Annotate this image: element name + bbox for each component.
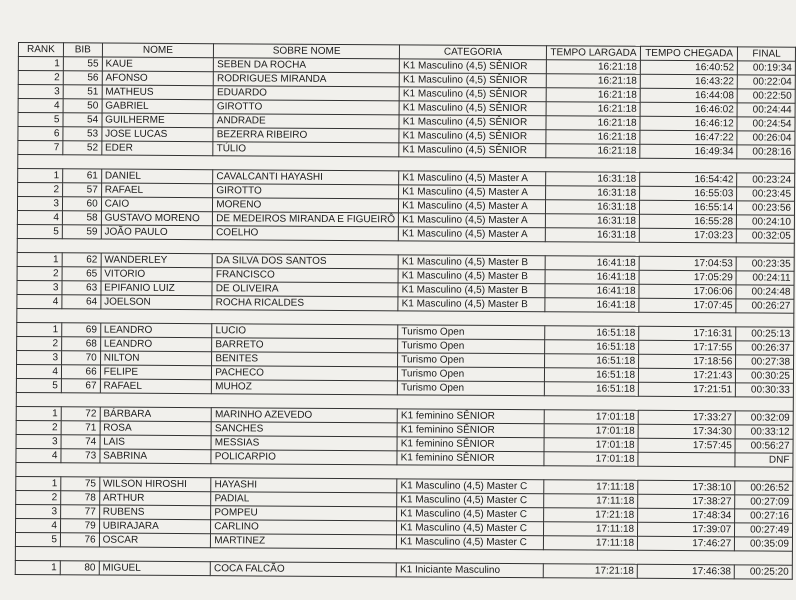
final-time-cell: DNF	[735, 453, 793, 467]
first-name-cell: UBIRAJARA	[99, 519, 211, 534]
category-cell: K1 Masculino (4,5) Master A	[399, 213, 546, 228]
start-time-cell: 16:31:18	[545, 228, 639, 243]
finish-time-cell: 16:40:52	[640, 60, 737, 75]
start-time-cell: 16:21:18	[546, 102, 640, 117]
rank-cell: 3	[18, 85, 63, 99]
finish-time-cell: 17:34:30	[638, 424, 735, 439]
start-time-cell: 16:41:18	[545, 270, 639, 285]
rank-cell: 1	[16, 406, 61, 420]
start-time-cell: 16:21:18	[546, 116, 640, 131]
category-cell: Turismo Open	[398, 353, 545, 368]
category-cell: K1 Masculino (4,5) SÊNIOR	[399, 115, 546, 130]
start-time-cell: 17:11:18	[543, 536, 637, 551]
first-name-cell: LAIS	[100, 435, 212, 450]
col-header-tempo-largada: TEMPO LARGADA	[546, 46, 640, 61]
first-name-cell: WILSON HIROSHI	[99, 477, 211, 492]
first-name-cell: LEANDRO	[100, 323, 212, 338]
surname-cell: MARTINEZ	[211, 534, 397, 549]
rank-cell: 4	[16, 364, 61, 378]
rank-cell: 2	[17, 336, 62, 350]
finish-time-cell: 17:48:34	[638, 508, 735, 523]
first-name-cell: EPIFANIO LUIZ	[101, 281, 213, 296]
bib-cell: 73	[61, 449, 100, 463]
start-time-cell: 17:01:18	[544, 424, 638, 439]
surname-cell: GIROTTO	[213, 184, 399, 199]
first-name-cell: LEANDRO	[100, 337, 212, 352]
finish-time-cell: 17:21:43	[639, 368, 736, 383]
first-name-cell: FELIPE	[100, 365, 212, 380]
final-time-cell: 00:27:16	[735, 509, 793, 523]
rank-cell: 5	[17, 224, 62, 238]
finish-time-cell: 17:18:56	[639, 354, 736, 369]
category-cell: Turismo Open	[398, 325, 545, 340]
first-name-cell: WANDERLEY	[101, 253, 213, 268]
surname-cell: CARLINO	[211, 520, 397, 535]
final-time-cell: 00:30:25	[736, 369, 794, 383]
final-time-cell: 00:27:49	[735, 523, 793, 537]
start-time-cell: 16:21:18	[546, 60, 640, 75]
rank-cell: 5	[16, 378, 61, 392]
bib-cell: 57	[63, 183, 102, 197]
bib-cell: 54	[63, 113, 102, 127]
first-name-cell: GUSTAVO MORENO	[101, 211, 213, 226]
category-cell: K1 Masculino (4,5) Master A	[399, 199, 546, 214]
category-cell: K1 Masculino (4,5) Master C	[397, 493, 544, 508]
category-cell: K1 feminino SÊNIOR	[397, 451, 544, 466]
final-time-cell: 00:28:16	[737, 145, 795, 159]
col-header-bib: BIB	[63, 43, 102, 57]
bib-cell: 77	[61, 505, 100, 519]
first-name-cell: RAFAEL	[100, 379, 212, 394]
surname-cell: LUCIO	[212, 324, 398, 339]
finish-time-cell: 17:38:27	[638, 494, 735, 509]
surname-cell: SEBEN DA ROCHA	[214, 58, 400, 73]
bib-cell: 55	[63, 57, 102, 71]
finish-time-cell: 16:44:08	[640, 88, 737, 103]
bib-cell: 59	[62, 225, 101, 239]
finish-time-cell: 16:49:34	[640, 144, 737, 159]
rank-cell: 6	[18, 127, 63, 141]
start-time-cell: 17:11:18	[544, 480, 638, 495]
rank-cell: 1	[17, 322, 62, 336]
bib-cell: 74	[61, 435, 100, 449]
rank-cell: 2	[18, 183, 63, 197]
start-time-cell: 17:21:18	[543, 564, 637, 579]
finish-time-cell: 17:33:27	[638, 410, 735, 425]
surname-cell: SANCHES	[211, 422, 397, 437]
rank-cell: 3	[16, 504, 61, 518]
category-cell: K1 Masculino (4,5) Master B	[398, 297, 545, 312]
category-cell: K1 Masculino (4,5) Master A	[399, 171, 546, 186]
final-time-cell: 00:23:45	[737, 187, 795, 201]
bib-cell: 75	[61, 477, 100, 491]
results-body	[15, 57, 795, 580]
category-cell: K1 Masculino (4,5) Master C	[397, 507, 544, 522]
final-time-cell: 00:56:27	[735, 439, 793, 453]
rank-cell: 1	[15, 560, 60, 574]
first-name-cell: GUILHERME	[102, 113, 214, 128]
rank-cell: 5	[15, 532, 60, 546]
bib-cell: 60	[62, 197, 101, 211]
bib-cell: 51	[63, 85, 102, 99]
bib-cell: 58	[62, 211, 101, 225]
start-time-cell: 17:21:18	[544, 508, 638, 523]
final-time-cell: 00:25:20	[734, 565, 792, 579]
category-cell: K1 Masculino (4,5) SÊNIOR	[399, 101, 546, 116]
final-time-cell: 00:25:13	[736, 327, 794, 341]
category-cell: Turismo Open	[398, 339, 545, 354]
rank-cell: 4	[17, 210, 62, 224]
surname-cell: MESSIAS	[211, 436, 397, 451]
first-name-cell: JOSE LUCAS	[102, 127, 214, 142]
surname-cell: PACHECO	[212, 366, 398, 381]
category-cell: K1 Masculino (4,5) Master C	[397, 479, 544, 494]
first-name-cell: MATHEUS	[102, 85, 214, 100]
surname-cell: COCA FALCÃO	[211, 562, 397, 577]
category-cell: K1 Masculino (4,5) Master A	[399, 185, 546, 200]
bib-cell: 56	[63, 71, 102, 85]
surname-cell: DE OLIVEIRA	[212, 282, 398, 297]
bib-cell: 72	[61, 407, 100, 421]
finish-time-cell: 17:16:31	[639, 326, 736, 341]
bib-cell: 68	[62, 337, 101, 351]
surname-cell: BARRETO	[212, 338, 398, 353]
start-time-cell: 17:01:18	[544, 438, 638, 453]
first-name-cell: RUBENS	[99, 505, 211, 520]
rank-cell: 1	[18, 169, 63, 183]
first-name-cell: SABRINA	[100, 449, 212, 464]
surname-cell: ROCHA RICALDES	[212, 296, 398, 311]
surname-cell: ANDRADE	[213, 114, 399, 129]
start-time-cell: 16:51:18	[544, 354, 638, 369]
start-time-cell: 16:31:18	[545, 186, 639, 201]
bib-cell: 79	[60, 519, 99, 533]
start-time-cell: 16:51:18	[545, 340, 639, 355]
category-cell: K1 Masculino (4,5) Master B	[398, 283, 545, 298]
surname-cell: POMPEU	[211, 506, 397, 521]
finish-time-cell: 17:57:45	[638, 438, 735, 453]
finish-time-cell: 16:54:42	[640, 172, 737, 187]
results-table	[15, 42, 796, 580]
rank-cell: 7	[18, 141, 63, 155]
start-time-cell: 16:31:18	[545, 200, 639, 215]
category-cell: K1 Masculino (4,5) Master B	[398, 269, 545, 284]
rank-cell: 2	[17, 266, 62, 280]
finish-time-cell: 16:55:03	[640, 186, 737, 201]
start-time-cell: 16:31:18	[546, 172, 640, 187]
col-header-tempo-chegada: TEMPO CHEGADA	[640, 46, 737, 61]
first-name-cell: ARTHUR	[99, 491, 211, 506]
final-time-cell: 00:24:54	[737, 117, 795, 131]
surname-cell: GIROTTO	[213, 100, 399, 115]
surname-cell: TÚLIO	[213, 142, 399, 157]
final-time-cell: 00:26:52	[735, 481, 793, 495]
rank-cell: 3	[16, 434, 61, 448]
surname-cell: FRANCISCO	[212, 268, 398, 283]
finish-time-cell: 16:43:22	[640, 74, 737, 89]
category-cell: K1 Masculino (4,5) SÊNIOR	[399, 73, 546, 88]
category-cell: K1 feminino SÊNIOR	[397, 409, 544, 424]
start-time-cell: 16:21:18	[546, 144, 640, 159]
first-name-cell: ROSA	[100, 421, 212, 436]
final-time-cell: 00:24:11	[736, 271, 794, 285]
bib-cell: 62	[62, 253, 101, 267]
bib-cell: 67	[61, 379, 100, 393]
final-time-cell: 00:22:04	[737, 75, 795, 89]
final-time-cell: 00:30:33	[736, 383, 794, 397]
start-time-cell: 17:11:18	[544, 494, 638, 509]
rank-cell: 4	[18, 99, 63, 113]
final-time-cell: 00:22:50	[737, 89, 795, 103]
bib-cell: 78	[61, 491, 100, 505]
start-time-cell: 16:41:18	[545, 284, 639, 299]
final-time-cell: 00:32:05	[737, 229, 795, 243]
category-cell: K1 feminino SÊNIOR	[397, 437, 544, 452]
bib-cell: 53	[63, 127, 102, 141]
rank-cell: 3	[17, 197, 62, 211]
category-cell: K1 Masculino (4,5) Master C	[397, 521, 544, 536]
surname-cell: HAYASHI	[211, 478, 397, 493]
col-header-final: FINAL	[738, 47, 796, 61]
bib-cell: 50	[63, 99, 102, 113]
final-time-cell: 00:27:09	[735, 495, 793, 509]
finish-time-cell: 16:55:14	[640, 200, 737, 215]
finish-time-cell: 17:07:45	[639, 298, 736, 313]
first-name-cell: EDER	[101, 141, 213, 156]
final-time-cell: 00:33:12	[735, 425, 793, 439]
bib-cell: 71	[61, 421, 100, 435]
first-name-cell: JOÃO PAULO	[101, 225, 213, 240]
start-time-cell: 16:51:18	[544, 368, 638, 383]
finish-time-cell: 17:05:29	[639, 270, 736, 285]
finish-time-cell: 17:46:27	[638, 536, 735, 551]
surname-cell: MARINHO AZEVEDO	[211, 408, 397, 423]
bib-cell: 64	[62, 295, 101, 309]
category-cell: Turismo Open	[398, 381, 545, 396]
final-time-cell: 00:23:35	[736, 257, 794, 271]
rank-cell: 3	[17, 350, 62, 364]
category-cell: K1 Masculino (4,5) Master C	[397, 535, 544, 550]
col-header-sobre-nome: SOBRE NOME	[214, 44, 400, 59]
finish-time-cell: 17:39:07	[638, 522, 735, 537]
finish-time-cell: 17:38:10	[638, 480, 735, 495]
rank-cell: 4	[16, 518, 61, 532]
final-time-cell: 00:32:09	[735, 411, 793, 425]
finish-time-cell: 17:21:51	[638, 382, 735, 397]
finish-time-cell: 16:46:02	[640, 102, 737, 117]
category-cell: K1 Masculino (4,5) SÊNIOR	[400, 59, 547, 74]
first-name-cell: GABRIEL	[102, 99, 214, 114]
first-name-cell: JOELSON	[101, 295, 213, 310]
final-time-cell: 00:26:04	[737, 131, 795, 145]
start-time-cell: 16:21:18	[546, 130, 640, 145]
bib-cell: 52	[63, 141, 102, 155]
start-time-cell: 16:51:18	[544, 382, 638, 397]
first-name-cell: BÁRBARA	[100, 407, 212, 422]
category-cell: K1 Iniciante Masculino	[396, 563, 543, 578]
surname-cell: BEZERRA RIBEIRO	[213, 128, 399, 143]
finish-time-cell: 17:04:53	[639, 256, 736, 271]
start-time-cell: 17:01:18	[544, 452, 638, 467]
finish-time-cell: 16:47:22	[640, 130, 737, 145]
finish-time-cell: 17:46:38	[637, 564, 734, 579]
final-time-cell: 00:27:38	[736, 355, 794, 369]
final-time-cell: 00:26:37	[736, 341, 794, 355]
category-cell: K1 Masculino (4,5) Master B	[398, 255, 545, 270]
finish-time-cell: 17:17:55	[639, 340, 736, 355]
bib-cell: 76	[60, 533, 99, 547]
final-time-cell: 00:24:48	[736, 285, 794, 299]
first-name-cell: KAUE	[102, 57, 214, 72]
rank-cell: 1	[17, 252, 62, 266]
surname-cell: RODRIGUES MIRANDA	[214, 72, 400, 87]
rank-cell: 4	[17, 294, 62, 308]
final-time-cell: 00:24:44	[737, 103, 795, 117]
col-header-nome: NOME	[102, 43, 214, 58]
bib-cell: 70	[61, 351, 100, 365]
finish-time-cell	[638, 452, 735, 467]
start-time-cell: 16:31:18	[545, 214, 639, 229]
start-time-cell: 16:21:18	[546, 88, 640, 103]
finish-time-cell: 16:46:12	[640, 116, 737, 131]
start-time-cell: 17:01:18	[544, 410, 638, 425]
start-time-cell: 16:51:18	[545, 326, 639, 341]
surname-cell: COELHO	[213, 226, 399, 241]
final-time-cell: 00:19:34	[738, 61, 796, 75]
surname-cell: BENITES	[212, 352, 398, 367]
surname-cell: DA SILVA DOS SANTOS	[212, 254, 398, 269]
final-time-cell: 00:23:56	[737, 201, 795, 215]
first-name-cell: RAFAEL	[101, 183, 213, 198]
rank-cell: 3	[17, 280, 62, 294]
surname-cell: DE MEDEIROS MIRANDA E FIGUEIRÔ	[213, 212, 399, 227]
category-cell: K1 Masculino (4,5) SÊNIOR	[399, 87, 546, 102]
bib-cell: 65	[62, 267, 101, 281]
col-header-categoria: CATEGORIA	[400, 45, 547, 60]
category-cell: K1 Masculino (4,5) Master A	[398, 227, 545, 242]
rank-cell: 1	[16, 476, 61, 490]
surname-cell: PADIAL	[211, 492, 397, 507]
first-name-cell: MIGUEL	[99, 561, 211, 576]
final-time-cell: 00:35:09	[735, 537, 793, 551]
first-name-cell: VITORIO	[101, 267, 213, 282]
finish-time-cell: 17:03:23	[639, 228, 736, 243]
first-name-cell: AFONSO	[102, 71, 214, 86]
bib-cell: 66	[61, 365, 100, 379]
finish-time-cell: 16:55:28	[639, 214, 736, 229]
bib-cell: 69	[62, 323, 101, 337]
final-time-cell: 00:24:10	[737, 215, 795, 229]
start-time-cell: 16:21:18	[546, 74, 640, 89]
start-time-cell: 16:41:18	[545, 256, 639, 271]
col-header-rank: RANK	[18, 43, 63, 57]
bib-cell: 80	[60, 561, 99, 575]
rank-cell: 2	[16, 490, 61, 504]
first-name-cell: DANIEL	[101, 169, 213, 184]
final-time-cell: 00:26:27	[736, 299, 794, 313]
surname-cell: MUHOZ	[212, 380, 398, 395]
rank-cell: 5	[18, 113, 63, 127]
category-cell: K1 Masculino (4,5) SÊNIOR	[399, 143, 546, 158]
surname-cell: MORENO	[213, 198, 399, 213]
surname-cell: CAVALCANTI HAYASHI	[213, 170, 399, 185]
bib-cell: 61	[63, 169, 102, 183]
category-cell: K1 Masculino (4,5) SÊNIOR	[399, 129, 546, 144]
rank-cell: 2	[16, 420, 61, 434]
rank-cell: 1	[18, 57, 63, 71]
start-time-cell: 17:11:18	[543, 522, 637, 537]
start-time-cell: 16:41:18	[545, 298, 639, 313]
final-time-cell: 00:23:24	[737, 173, 795, 187]
category-cell: Turismo Open	[398, 367, 545, 382]
category-cell: K1 feminino SÊNIOR	[397, 423, 544, 438]
first-name-cell: OSCAR	[99, 533, 211, 548]
rank-cell: 2	[18, 71, 63, 85]
bib-cell: 63	[62, 281, 101, 295]
finish-time-cell: 17:06:06	[639, 284, 736, 299]
rank-cell: 4	[16, 448, 61, 462]
first-name-cell: CAIO	[101, 197, 213, 212]
surname-cell: EDUARDO	[213, 86, 399, 101]
surname-cell: POLICARPIO	[211, 450, 397, 465]
first-name-cell: NILTON	[100, 351, 212, 366]
